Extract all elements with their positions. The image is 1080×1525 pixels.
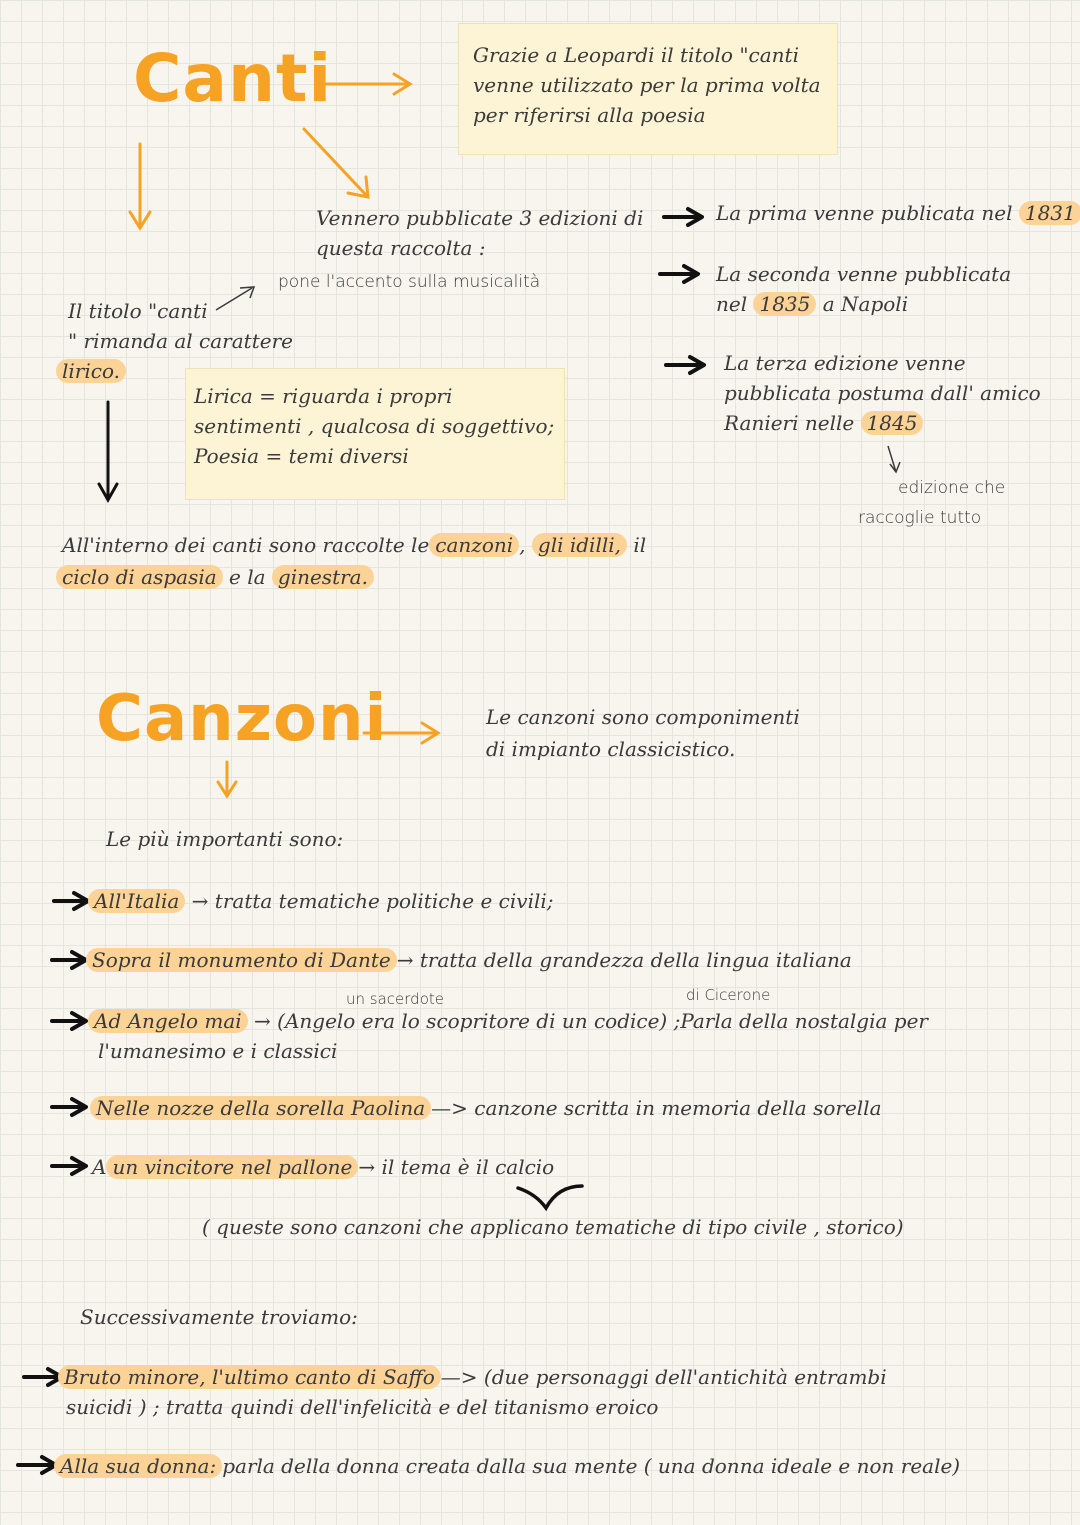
canzoni-desc-line2: di impianto classicistico. — [486, 737, 736, 761]
canzone-sep: → — [396, 948, 414, 972]
canzone-name: un vincitore nel pallone — [106, 1155, 358, 1179]
titolo-line2: " rimanda al carattere — [68, 329, 293, 353]
canzone-item — [90, 1093, 882, 1123]
lirico-highlight: lirico. — [56, 359, 126, 383]
canzone-desc: tratta tematiche politiche e civili; — [214, 889, 554, 913]
bruto-item — [58, 1362, 887, 1392]
interno-ginestra: ginestra. — [272, 565, 374, 589]
black-arrow-icon — [662, 206, 706, 228]
canzone-desc: canzone scritta in memoria della sorella — [474, 1096, 882, 1120]
musicalita-note: pone l'accento sulla musicalità — [278, 272, 541, 292]
donna-item — [54, 1451, 960, 1481]
seconda-line2 — [716, 289, 908, 319]
interno-aspasia: ciclo di aspasia — [56, 565, 223, 589]
successivamente-label: Successivamente troviamo: — [80, 1305, 358, 1329]
bruto-name: Bruto minore, l'ultimo canto di Saffo — [58, 1365, 441, 1389]
arrow-diagonal-icon — [300, 125, 380, 205]
black-arrow-icon — [50, 1155, 90, 1177]
arrow-down-icon — [96, 400, 122, 504]
bruto-sep: —> — [440, 1365, 478, 1389]
interno-comma: , — [519, 533, 526, 557]
canzone-name: All'Italia — [88, 889, 185, 913]
seconda-line1: La seconda venne pubblicata — [716, 262, 1012, 286]
interno-idilli: gli idilli, — [532, 533, 627, 557]
canzone-name: Sopra il monumento di Dante — [86, 948, 397, 972]
grazie-line: per riferirsi alla poesia — [473, 103, 706, 127]
check-mark-icon — [514, 1180, 588, 1212]
canzone-sep: → — [191, 889, 209, 913]
grazie-line: Grazie a Leopardi il titolo "canti — [473, 43, 799, 67]
arrow-right-icon — [318, 70, 418, 100]
interno-pre: All'interno dei canti sono raccolte le — [62, 533, 430, 557]
canzoni-desc-line1: Le canzoni sono componimenti — [486, 705, 800, 729]
canzone-name: Ad Angelo mai — [88, 1009, 248, 1033]
edizioni-line1: Vennero pubblicate 3 edizioni di — [316, 206, 644, 230]
black-arrow-icon — [658, 263, 702, 285]
interno-canzoni: canzoni — [429, 533, 519, 557]
black-arrow-icon — [50, 1096, 90, 1118]
lirica-line: sentimenti , qualcosa di soggettivo; — [194, 414, 555, 438]
interno-line1 — [62, 530, 646, 560]
canzone-item — [88, 886, 554, 916]
civile-note: ( queste sono canzoni che applicano tematiche di tipo civile , storico) — [202, 1215, 904, 1239]
black-arrow-icon — [50, 1010, 90, 1032]
canzone-item — [92, 1152, 554, 1182]
canzone-item — [88, 1006, 928, 1036]
canzone-desc-cont: l'umanesimo e i classici — [98, 1039, 338, 1063]
arrow-right-icon — [362, 720, 446, 748]
edizione-note2: raccoglie tutto — [858, 508, 982, 528]
edizione-note1: edizione che — [898, 478, 1006, 498]
arrow-up-right-icon — [214, 284, 258, 314]
canzone-desc: (Angelo era lo scopritore di un codice) ;Parla della nostalgia per — [277, 1009, 928, 1033]
interno-e: e la — [229, 565, 266, 589]
canzone-item — [86, 945, 852, 975]
canzone-name: Nelle nozze della sorella Paolina — [90, 1096, 431, 1120]
canti-title: Canti — [133, 40, 333, 117]
seconda-nel: nel — [716, 292, 748, 316]
canzone-desc: il tema è il calcio — [381, 1155, 555, 1179]
prima-text: La prima venne publicata nel — [716, 201, 1013, 225]
canzone-desc: tratta della grandezza della lingua italiana — [419, 948, 852, 972]
prima-edizione — [716, 198, 1080, 228]
arrow-down-icon — [126, 142, 156, 232]
edizioni-line2: questa raccolta : — [316, 236, 486, 260]
canzone-sep: —> — [431, 1096, 468, 1120]
donna-desc: parla della donna creata dalla sua mente ( una donna ideale e non reale) — [222, 1454, 961, 1478]
terza-line1: La terza edizione venne — [724, 351, 966, 375]
sacerdote-note: un sacerdote — [346, 990, 444, 1008]
seconda-rest: a Napoli — [822, 292, 909, 316]
interno-il: il — [633, 533, 647, 557]
terza-text: Ranieri nelle — [724, 411, 855, 435]
lirica-line: Lirica = riguarda i propri — [194, 384, 453, 408]
canzone-prefix: A — [92, 1155, 107, 1179]
lirico-label — [56, 356, 126, 386]
canzoni-title: Canzoni — [96, 682, 388, 756]
lirica-note-box — [185, 368, 565, 500]
black-arrow-icon — [50, 949, 90, 971]
black-arrow-icon — [52, 890, 92, 912]
terza-year: 1845 — [861, 411, 924, 435]
terza-line2: pubblicata postuma dall' amico — [724, 381, 1041, 405]
grazie-line: venne utilizzato per la prima volta — [473, 73, 821, 97]
interno-line2 — [56, 562, 374, 592]
bruto-desc-cont: suicidi ) ; tratta quindi dell'infelicità e del titanismo eroico — [66, 1395, 659, 1419]
lirica-line: Poesia = temi diversi — [194, 444, 409, 468]
cicerone-note: di Cicerone — [686, 986, 771, 1004]
canzone-sep: → — [358, 1155, 376, 1179]
terza-line3 — [724, 408, 923, 438]
importanti-label: Le più importanti sono: — [106, 827, 344, 851]
arrow-down-small-icon — [884, 444, 906, 476]
prima-year: 1831 — [1019, 201, 1080, 225]
arrow-down-icon — [214, 760, 242, 800]
titolo-line1: Il titolo "canti — [68, 299, 208, 323]
canzone-sep: → — [254, 1009, 271, 1033]
grazie-note-box — [458, 23, 838, 155]
bruto-desc: (due personaggi dell'antichità entrambi — [483, 1365, 887, 1389]
black-arrow-icon — [664, 354, 708, 376]
seconda-year: 1835 — [753, 292, 816, 316]
donna-name: Alla sua donna: — [54, 1454, 222, 1478]
